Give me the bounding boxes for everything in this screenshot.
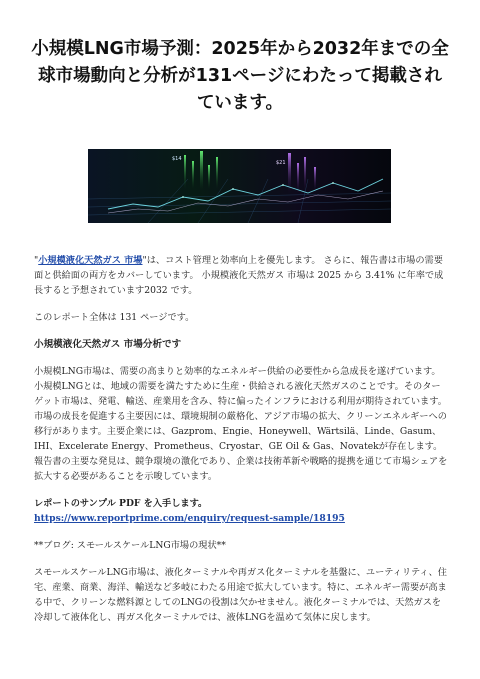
blog-heading: **ブログ: スモールスケールLNG市場の現状**: [34, 540, 226, 551]
pages-note: このレポート全体は 131 ページです。: [34, 312, 195, 323]
analysis-paragraph: 小規模LNG市場は、需要の高まりと効率的なエネルギー供給の必要性から急成長を遂げています。小規模LNGとは、地域の需要を満たすために生産・供給される液化天然ガスのことです。そのターゲット市場は、発電、輸送、産業用を含み、特に偏ったインフラにおける利用が期待されています。市場の成長を促進する主要因には、環境規制の厳格化、アジア市場の拡大、クリーンエネルギーへの移行があります。主要企業には、Gazprom、Engie、Honeywell、Wärtsilä、Linde、Gasum、IHI、Excelerate Energy、Prometheus、Cryostar、GE Oil & Gas、Novatekが存在します。報告書の主要な発見は、競争環境の激化であり、企業は技術革新や戦略的提携を通じて市場シェアを拡大する必要があることを示唆しています。: [34, 366, 448, 482]
document-body: [34, 253, 448, 637]
intro-quote-open: ": [34, 255, 39, 266]
hero-image: [88, 149, 391, 223]
page-title: 小規模LNG市場予測：2025年から2032年までの全球市場動向と分析が131ページにわたって掲載されています。: [31, 39, 449, 113]
hero-label-a: $14: [172, 156, 182, 162]
intro-paragraph: [34, 253, 448, 298]
financial-chart-graphic: [88, 149, 391, 223]
sample-request: [34, 496, 448, 526]
market-link[interactable]: 小規模液化天然ガス 市場: [38, 255, 143, 266]
hero-label-b: $21: [276, 160, 286, 166]
analysis-heading: 小規模液化天然ガス 市場分析です: [34, 339, 182, 350]
sample-link[interactable]: https://www.reportprime.com/enquiry/request-sample/18195: [34, 513, 345, 524]
sample-label: レポートのサンプル PDF を入手します。: [34, 498, 208, 509]
blog-paragraph: スモールスケールLNG市場は、液化ターミナルや再ガス化ターミナルを基盤に、ユーティリティ、住宅、産業、商業、海洋、輸送など多岐にわたる用途で拡大しています。特に、エネルギー需要が高まる中で、クリーンな燃料源としてのLNGの役割は欠かせません。液化ターミナルでは、天然ガスを冷却して液体化し、再ガス化ターミナルでは、液体LNGを温めて気体に戻します。: [34, 567, 447, 623]
intro-text: "は、コスト管理と効率向上を優先します。 さらに、報告書は市場の需要面と供給面の両方をカバーしています。 小規模液化天然ガス 市場は 2025 から 3.41% に年率で成長すると予想されています2032 です。: [34, 255, 444, 296]
